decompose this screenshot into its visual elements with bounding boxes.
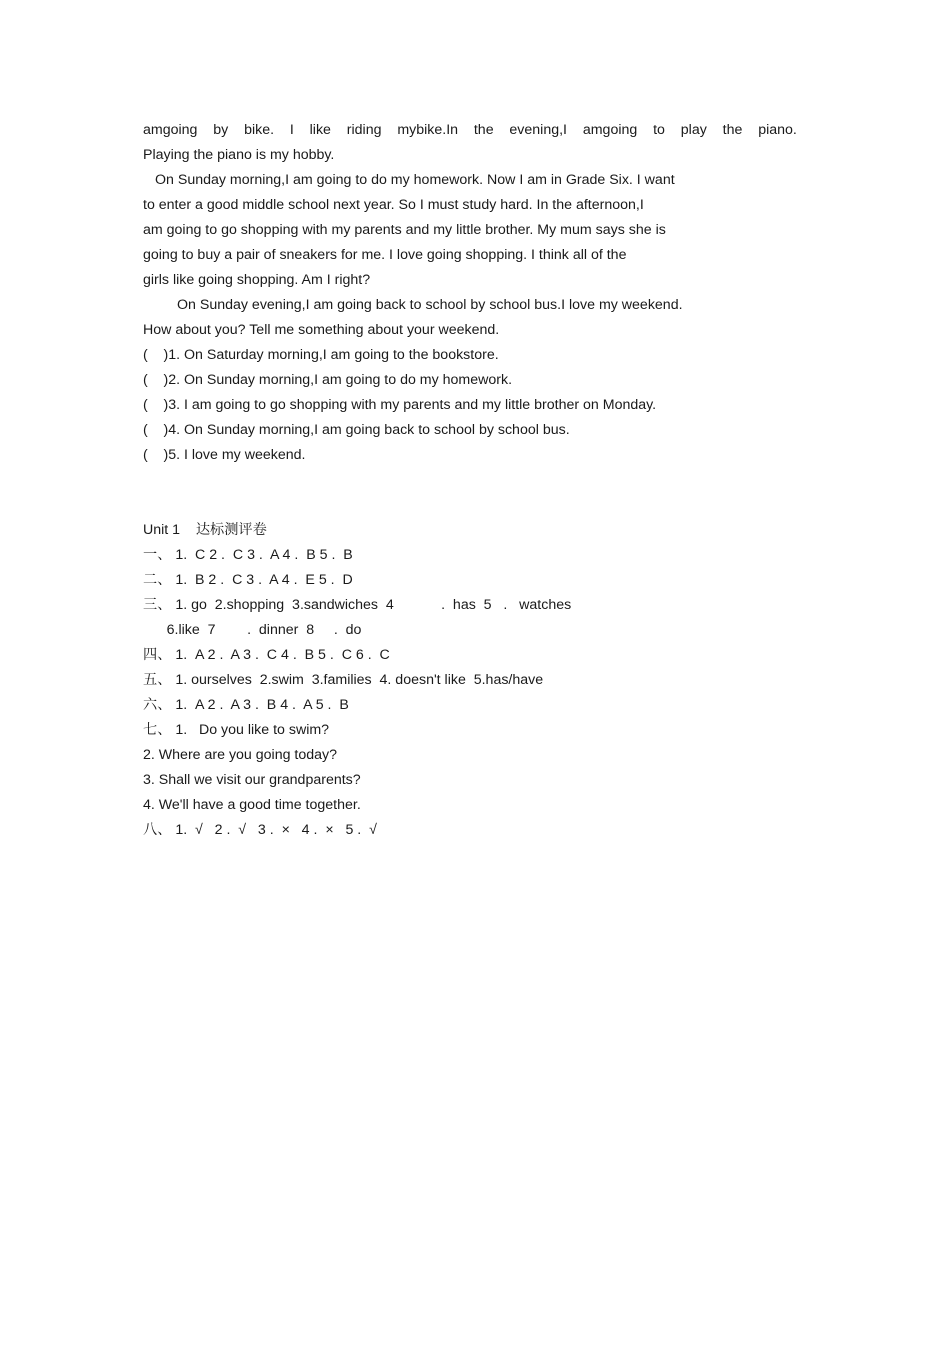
word: play xyxy=(680,122,707,138)
question-3: ( )3. I am going to go shopping with my parents and my little brother on Monday. xyxy=(143,397,657,413)
word: mybike.In xyxy=(397,122,459,138)
word: like xyxy=(309,122,331,138)
word: the xyxy=(473,122,494,138)
passage-line-8: On Sunday evening,I am going back to school by school bus.I love my weekend. xyxy=(177,297,683,313)
answer-line-2: 二、 1. B 2 . C 3 . A 4 . E 5 . D xyxy=(143,572,353,588)
passage-line-2: Playing the piano is my hobby. xyxy=(143,147,335,163)
passage-line-5: am going to go shopping with my parents and my little brother. My mum says she is xyxy=(143,222,666,238)
answer-line-5: 四、 1. A 2 . A 3 . C 4 . B 5 . C 6 . C xyxy=(143,647,390,663)
passage-line-3: On Sunday morning,I am going to do my homework. Now I am in Grade Six. I want xyxy=(155,172,675,188)
question-1: ( )1. On Saturday morning,I am going to the bookstore. xyxy=(143,347,499,363)
answer-line-8: 七、 1. Do you like to swim? xyxy=(143,722,330,738)
question-2: ( )2. On Sunday morning,I am going to do my homework. xyxy=(143,372,513,388)
word: amgoing xyxy=(143,122,198,138)
word: the xyxy=(722,122,743,138)
passage-line-9: How about you? Tell me something about your weekend. xyxy=(143,322,500,338)
question-5: ( )5. I love my weekend. xyxy=(143,447,306,463)
answer-line-12: 八、 1. √ 2 . √ 3 . × 4 . × 5 . √ xyxy=(143,822,377,838)
answer-line-7: 六、 1. A 2 . A 3 . B 4 . A 5 . B xyxy=(143,697,349,713)
answer-line-3: 三、 1. go 2.shopping 3.sandwiches 4 . has 5 . watches xyxy=(143,597,572,613)
passage-line-1 xyxy=(143,118,797,143)
passage-line-4: to enter a good middle school next year. So I must study hard. In the afternoon,I xyxy=(143,197,644,213)
word: I xyxy=(289,122,294,138)
word: by xyxy=(213,122,229,138)
section-gap xyxy=(143,468,803,518)
word: evening,I xyxy=(509,122,568,138)
answer-line-11: 4. We'll have a good time together. xyxy=(143,797,361,813)
answer-line-4: 6.like 7 . dinner 8 . do xyxy=(143,622,362,638)
word: amgoing xyxy=(582,122,638,138)
word: riding xyxy=(346,122,382,138)
word: to xyxy=(653,122,665,138)
passage-line-7: girls like going shopping. Am I right? xyxy=(143,272,371,288)
answer-line-1: 一、 1. C 2 . C 3 . A 4 . B 5 . B xyxy=(143,547,353,563)
word: piano. xyxy=(758,122,797,138)
answer-line-9: 2. Where are you going today? xyxy=(143,747,338,763)
question-4: ( )4. On Sunday morning,I am going back to school by school bus. xyxy=(143,422,570,438)
answer-line-10: 3. Shall we visit our grandparents? xyxy=(143,772,361,788)
passage-line-6: going to buy a pair of sneakers for me. I love going shopping. I think all of the xyxy=(143,247,627,263)
document-page xyxy=(143,118,803,843)
word: bike. xyxy=(244,122,275,138)
answer-line-6: 五、 1. ourselves 2.swim 3.families 4. doesn't like 5.has/have xyxy=(143,672,544,688)
answers-title: Unit 1 达标测评卷 xyxy=(143,522,267,538)
